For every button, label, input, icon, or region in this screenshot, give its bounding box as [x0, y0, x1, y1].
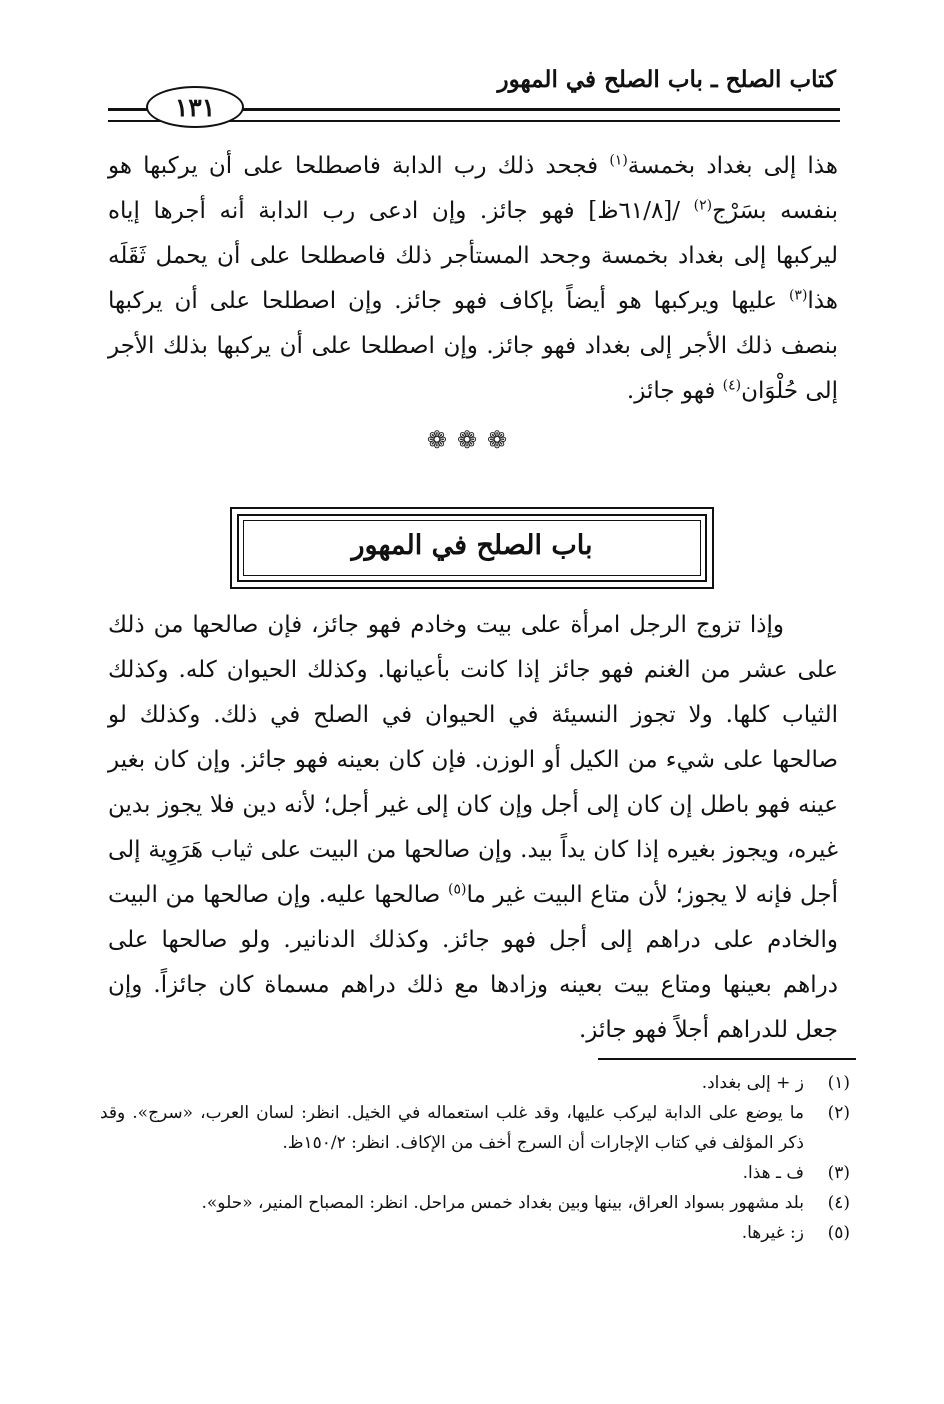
paragraph-1-text: فجحد ذلك رب الدابة فاصطلحا على أن يركبها هو بنفسه بسَرْج: [108, 153, 838, 224]
footnote-item: [100, 1218, 850, 1248]
footnote-ref-5[interactable]: (٥): [447, 881, 467, 898]
footnotes-list: [100, 1068, 850, 1248]
footnote-item: [100, 1098, 850, 1158]
footnote-number: (١): [827, 1073, 850, 1093]
footnote-ref-4[interactable]: (٤): [722, 377, 742, 394]
footnote-text: ما يوضع على الدابة ليركب عليها، وقد غلب استعماله في الخيل. انظر: لسان العرب، «سرج». وقد ذكر المؤلف في كتاب الإجارات أن السرج أخف من الإكاف. انظر: ١٥٠/٢ظ.: [100, 1103, 804, 1153]
footnote-item: [100, 1188, 850, 1218]
footnote-divider: [598, 1058, 856, 1060]
footnote-text: ف ـ هذا.: [742, 1163, 804, 1183]
footnote-text: بلد مشهور بسواد العراق، بينها وبين بغداد خمس مراحل. انظر: المصباح المنير، «حلو».: [201, 1193, 804, 1213]
chapter-title: باب الصلح في المهور: [351, 530, 593, 561]
paragraph-2-text: صالحها عليه. وإن صالحها من البيت والخادم على دراهم إلى أجل فهو جائز. وكذلك الدنانير. ولو صالحها على دراهم بعينها ومتاع بيت بعينه وزادها مع ذلك دراهم مسماة كان جائزاً. وإن جعل للدراهم أجلاً فهو جائز.: [108, 882, 838, 1043]
footnote-text: ز: غيرها.: [741, 1223, 804, 1243]
footnote-text: ز + إلى بغداد.: [701, 1073, 804, 1093]
paragraph-1: [108, 144, 838, 414]
footnote-item: [100, 1158, 850, 1188]
paragraph-1-text: /[٦١/٨ظ] فهو جائز. وإن ادعى رب الدابة أنه أجرها إياه ليركبها إلى بغداد بخمسة وجحد المستأجر ذلك فاصطلحا على أن يحمل ثَقَلَه هذا: [108, 198, 838, 314]
paragraph-1-text: عليها ويركبها هو أيضاً بإكاف فهو جائز. وإن اصطلحا على أن يركبها بنصف ذلك الأجر إلى بغداد فهو جائز. وإن اصطلحا على أن يركبها بذلك الأجر إلى حُلْوَان: [108, 288, 838, 404]
footnote-number: (٥): [827, 1223, 850, 1243]
paragraph-1-text: فهو جائز.: [626, 378, 723, 404]
page-number: ١٣١: [146, 86, 244, 128]
footnote-number: (٤): [827, 1193, 850, 1213]
footnote-number: (٣): [827, 1163, 850, 1183]
footnote-item: [100, 1068, 850, 1098]
section-separator-ornament: ❁❁❁: [426, 426, 518, 454]
chapter-title-frame: [230, 507, 714, 589]
footnote-ref-3[interactable]: (٣): [788, 287, 808, 304]
footnote-number: (٢): [827, 1103, 850, 1123]
paragraph-2: [108, 603, 838, 1053]
footnote-ref-1[interactable]: (١): [609, 152, 628, 169]
running-header-title: كتاب الصلح ـ باب الصلح في المهور: [497, 66, 836, 93]
paragraph-1-text: هذا إلى بغداد بخمسة: [627, 153, 838, 179]
paragraph-2-text: وإذا تزوج الرجل امرأة على بيت وخادم فهو جائز، فإن صالحها من ذلك على عشر من الغنم فهو جائز إذا كانت بأعيانها. وكذلك الحيوان كله. وكذلك الثياب كلها. ولا تجوز النسيئة في الحيوان في الصلح في ذلك. وكذلك لو صالحها على شيء من الكيل أو الوزن. فإن كان بعينه فهو جائز. وإن كان بغير عينه فهو باطل إن كان إلى أجل وإن كان إلى غير أجل؛ لأنه دين فلا يجوز بدين غيره، ويجوز بغيره إذا كان يداً بيد. وإن صالحها من البيت على ثياب هَرَوِية إلى أجل فإنه لا يجوز؛ لأن متاع البيت غير ما: [108, 612, 838, 908]
footnote-ref-2[interactable]: (٢): [693, 197, 713, 214]
